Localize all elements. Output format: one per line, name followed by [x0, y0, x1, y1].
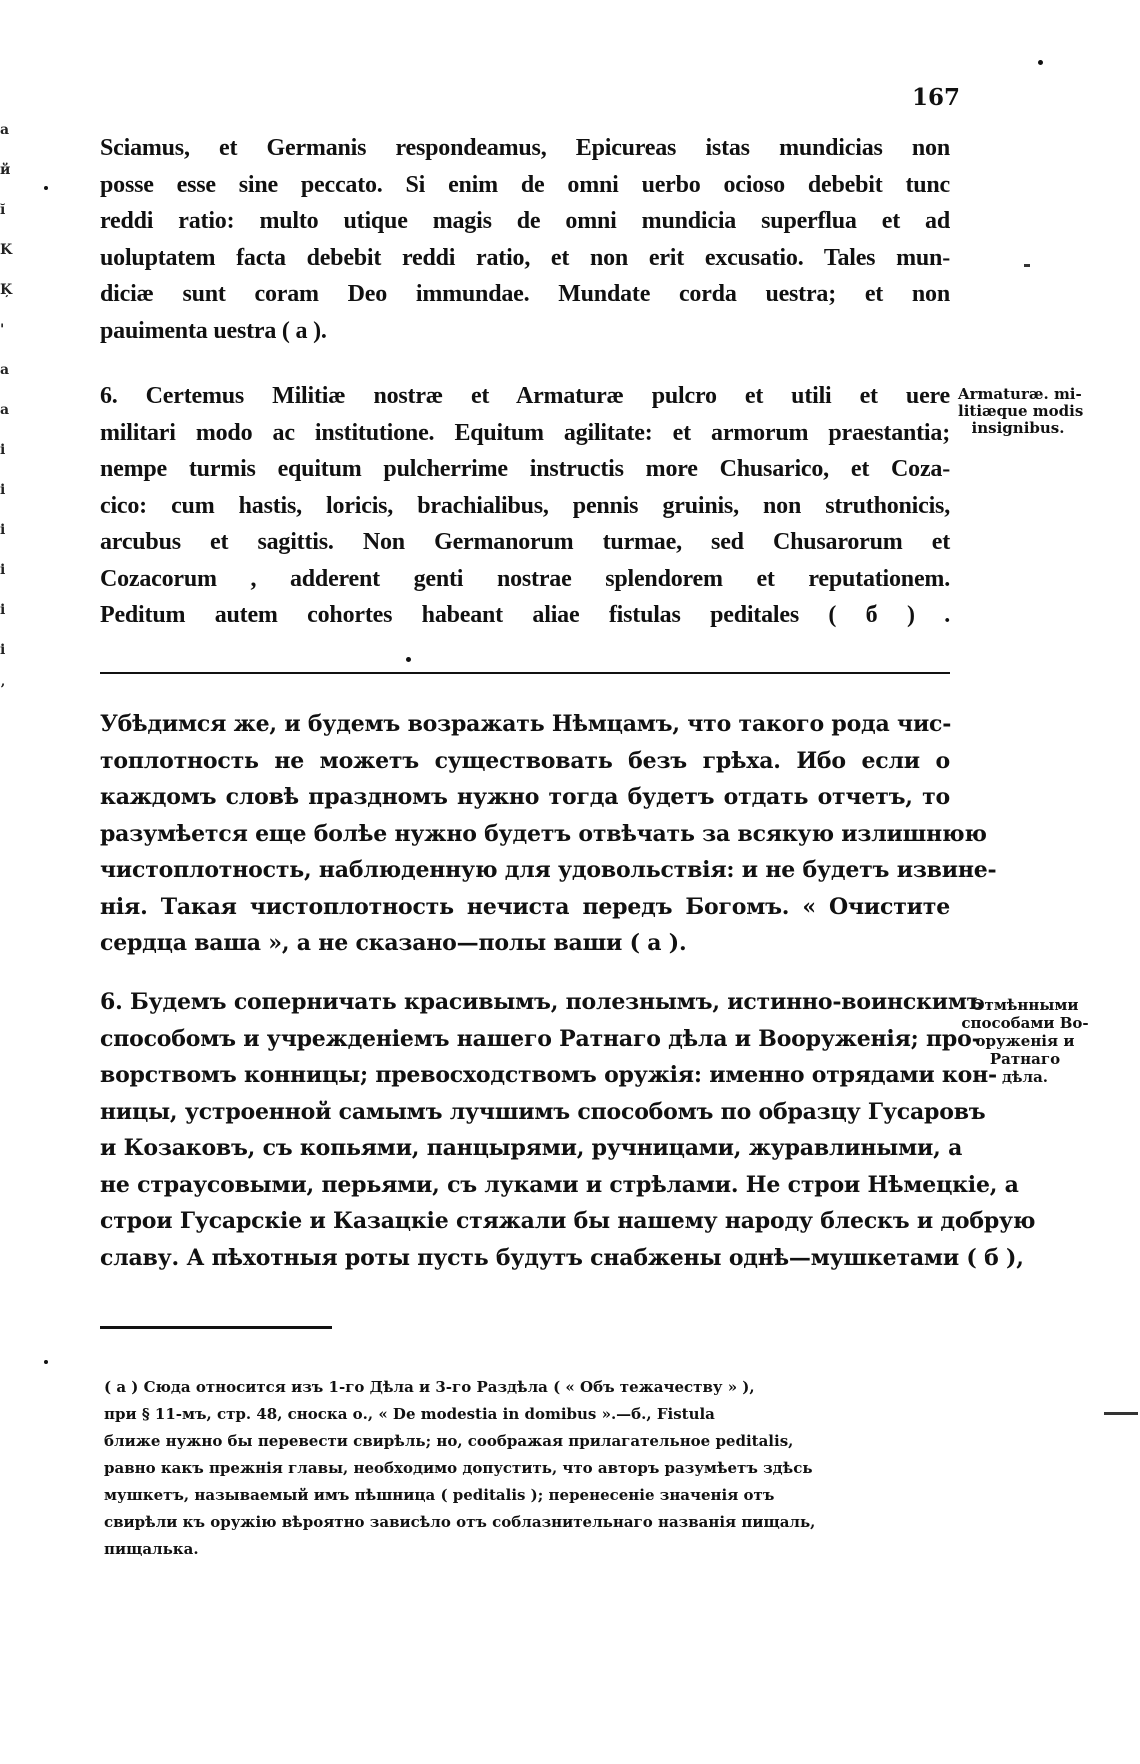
speck-mark	[1024, 264, 1030, 267]
text-line: militari modo ac institutione. Equitum agilitate: et armorum praestantia;	[100, 419, 950, 446]
text-line: 6. Certemus Militiæ nostræ et Armaturæ pulcro et utili et uere	[100, 383, 950, 409]
footnote-line: свирѣли къ оружію вѣроятно зависѣло отъ соблазнительнаго названія пищаль,	[104, 1513, 816, 1531]
text-line: ворствомъ конницы; превосходствомъ оружія: именно отрядами кон-	[100, 1062, 997, 1088]
text-line: чистоплотность, наблюденную для удовольствія: и не будетъ извине-	[100, 857, 997, 883]
edge-glyph: a	[0, 362, 10, 378]
text-line: arcubus et sagittis. Non Germanorum turmae, sed Chusarorum et	[100, 529, 950, 555]
text-line: Peditum autem cohortes habeant aliae fistulas peditales ( б ) .	[100, 602, 950, 628]
edge-dash-mark	[1104, 1412, 1138, 1415]
speck-mark	[406, 657, 411, 662]
margin-note-line: Ратнаго	[989, 1050, 1061, 1068]
edge-glyph: ʼ	[0, 682, 5, 698]
footnote-line: при § 11-мъ, стр. 48, сноска о., « De modestia in domibus ».—б., Fistula	[104, 1405, 715, 1423]
text-line: Убѣдимся же, и будемъ возражать Нѣмцамъ, что такого рода чис-	[100, 711, 952, 737]
text-line: славу. А пѣхотныя роты пусть будутъ снабжены однѣ—мушкетами ( б ),	[100, 1244, 1024, 1271]
margin-note-line: оруженія и	[975, 1032, 1075, 1050]
edge-glyph: ĭ	[0, 202, 6, 218]
divider-rule	[100, 672, 950, 674]
edge-glyph: i	[0, 442, 6, 458]
text-line: cico: cum hastis, loricis, brachialibus, pennis gruinis, non struthonicis,	[100, 492, 950, 519]
margin-note-line: способами Во-	[961, 1014, 1089, 1032]
speck-mark	[44, 1360, 48, 1364]
text-line: uoluptatem facta debebit reddi ratio, et non erit excusatio. Tales mun-	[100, 244, 950, 271]
russian-margin-note	[960, 996, 1090, 1086]
text-line: Sciamus, et Germanis respondeamus, Epicureas istas mundicias non	[100, 135, 950, 161]
edge-glyph: й	[0, 162, 11, 178]
text-line: строи Гусарскіе и Казацкіе стяжали бы нашему народу блескъ и добрую	[100, 1208, 1036, 1234]
edge-glyph: i	[0, 642, 6, 658]
margin-note-line: дѣла.	[1001, 1068, 1049, 1086]
margin-note-line: litiæque modis	[958, 402, 1084, 420]
footnote-line: ( а ) Сюда относится изъ 1-го Дѣла и 3-го Раздѣла ( « Объ тежачеству » ),	[104, 1378, 755, 1396]
edge-glyph: i	[0, 602, 6, 618]
edge-glyph: i	[0, 482, 6, 498]
latin-paragraph-2	[100, 378, 950, 634]
text-line: и Козаковъ, съ копьями, панцырями, ручницами, журавлиными, а	[100, 1135, 963, 1161]
text-line: сердца ваша », а не сказано—полы ваши ( а ).	[100, 930, 687, 956]
text-line: каждомъ словѣ праздномъ нужно тогда будетъ отдать отчетъ, то	[100, 784, 950, 810]
russian-paragraph-1	[100, 706, 997, 962]
text-line: нія. Такая чистоплотность нечиста передъ Богомъ. « Очистите	[100, 893, 950, 920]
edge-glyph: '	[0, 322, 5, 338]
latin-margin-note	[958, 385, 1084, 437]
footnote-line: пищалька.	[104, 1540, 199, 1558]
left-edge-bleed-marks	[0, 110, 16, 760]
text-line: nempe turmis equitum pulcherrime instructis more Chusarico, et Coza-	[100, 456, 950, 482]
edge-glyph: i	[0, 562, 6, 578]
edge-glyph: i	[0, 522, 6, 538]
text-line: Cozacorum , adderent genti nostrae splendorem et reputationem.	[100, 565, 950, 592]
footnote-line: мушкетъ, называемый имъ пѣшница ( peditalis ); перенесеніе значенія отъ	[104, 1486, 775, 1504]
text-line: reddi ratio: multo utique magis de omni mundicia superflua et ad	[100, 208, 950, 234]
text-line: топлотность не можетъ существовать безъ грѣха. Ибо если о	[100, 747, 950, 774]
footnotes	[104, 1374, 946, 1563]
speck-mark	[44, 186, 48, 190]
edge-glyph: a	[0, 122, 10, 138]
footnote-line: равно какъ прежнія главы, необходимо допустить, что авторъ разумѣетъ здѣсь	[104, 1459, 813, 1477]
text-line: posse esse sine peccato. Si enim de omni uerbo ocioso debebit tunc	[100, 171, 950, 198]
text-line: не страусовыми, перьями, съ луками и стрѣлами. Не строи Нѣмецкіе, а	[100, 1171, 1019, 1198]
text-line: 6. Будемъ соперничать красивымъ, полезнымъ, истинно-воинскимъ	[100, 989, 984, 1015]
page-number: 167	[912, 84, 961, 111]
footnote-separator	[100, 1326, 332, 1329]
text-line: разумѣется еще болѣе нужно будетъ отвѣчать за всякую излишнюю	[100, 820, 987, 847]
margin-note-line: Armaturæ. mi-	[958, 385, 1082, 403]
text-line: pauimenta uestra ( a ).	[100, 317, 327, 344]
margin-note-line: Отмѣнными	[971, 996, 1079, 1014]
edge-glyph: a	[0, 402, 10, 418]
latin-paragraph-1	[100, 130, 950, 349]
text-line: ницы, устроенной самымъ лучшимъ способомъ по образцу Гусаровъ	[100, 1098, 986, 1125]
text-line: способомъ и учрежденіемъ нашего Ратнаго дѣла и Вооруженія; про-	[100, 1025, 981, 1052]
edge-glyph: Ķ	[0, 282, 13, 298]
edge-glyph: K	[0, 242, 13, 258]
margin-note-line: insignibus.	[971, 419, 1065, 437]
footnote-line: ближе нужно бы перевести свирѣль; но, соображая прилагательное peditalis,	[104, 1432, 794, 1450]
speck-mark	[1038, 60, 1043, 65]
text-line: diciæ sunt coram Deo immundae. Mundate corda uestra; et non	[100, 281, 950, 307]
